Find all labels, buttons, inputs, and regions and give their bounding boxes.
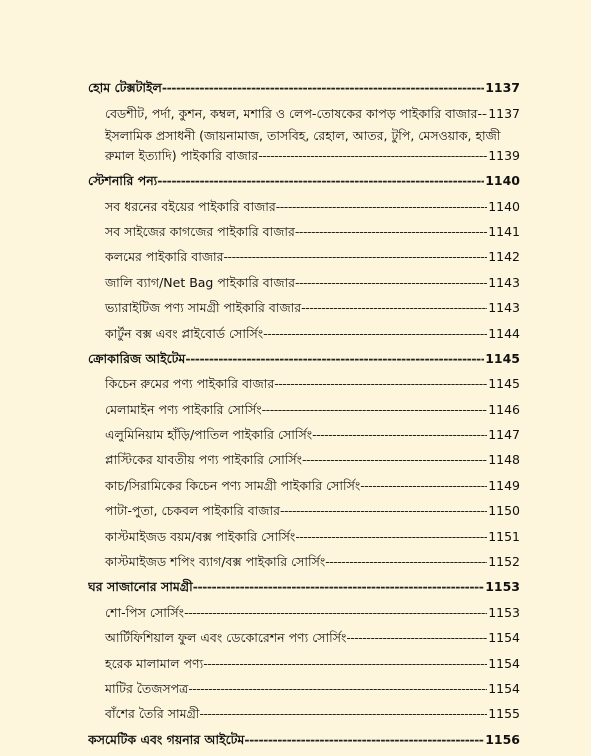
- dot-leader: [184, 606, 487, 620]
- dot-leader: [193, 580, 484, 594]
- toc-title: কার্টুন বক্স এবং প্লাইবোর্ড সোর্সিং: [105, 325, 264, 341]
- toc-title: আর্টিফিশিয়াল ফুল এবং ডেকোরেশন পণ্য সোর্সিং: [105, 630, 347, 646]
- toc-title: পাটা-পুতা, চেকবল পাইকারি বাজার: [105, 503, 280, 519]
- toc-page: 1145: [485, 350, 520, 366]
- toc-item[interactable]: [88, 594, 520, 619]
- toc-page: 1148: [488, 452, 520, 468]
- toc-page: 1143: [488, 300, 520, 316]
- toc-page: 1137: [488, 105, 520, 121]
- dot-leader: [185, 352, 484, 366]
- toc-title: মেলামাইন পণ্য পাইকারি সোর্সিং: [105, 401, 262, 417]
- dot-leader: [280, 504, 487, 518]
- toc-item[interactable]: [88, 214, 520, 239]
- toc-page: 1140: [488, 198, 520, 214]
- dot-leader: [262, 403, 488, 417]
- toc-title: প্লাস্টিকের যাবতীয় পণ্য পাইকারি সোর্সিং: [105, 452, 302, 468]
- toc-page: 1150: [488, 503, 520, 519]
- toc-title: হরেক মালামাল পণ্য: [105, 655, 204, 671]
- toc-section[interactable]: [88, 341, 520, 366]
- toc-page: 1140: [485, 173, 520, 189]
- dot-leader: [360, 479, 487, 493]
- toc-page: 1152: [488, 554, 520, 570]
- toc-title: শো-পিস সোর্সিং: [105, 604, 185, 620]
- toc-item[interactable]: [88, 518, 520, 543]
- toc-title: হোম টেক্সটাইল: [88, 80, 162, 96]
- toc-title: কিচেন রুমের পণ্য পাইকারি বাজার: [105, 376, 275, 392]
- toc-page: 1146: [488, 401, 520, 417]
- toc-page: 1155: [488, 706, 520, 722]
- toc-page: 1139: [488, 147, 520, 163]
- dot-leader: [302, 453, 487, 467]
- table-of-contents: [88, 70, 520, 747]
- toc-page: 1141: [488, 223, 520, 239]
- dot-leader: [295, 276, 487, 290]
- toc-item[interactable]: [88, 696, 520, 721]
- toc-title: মাটির তৈজসপত্র: [105, 680, 189, 696]
- toc-page: 1153: [488, 604, 520, 620]
- toc-title: জালি ব্যাগ/Net Bag পাইকারি বাজার: [105, 274, 296, 290]
- dot-leader: [244, 733, 484, 747]
- toc-page: 1145: [488, 376, 520, 392]
- dot-leader: [312, 428, 487, 442]
- toc-item[interactable]: [88, 417, 520, 442]
- toc-item-wrapped-start[interactable]: [88, 121, 520, 143]
- dot-leader: [203, 657, 487, 671]
- toc-page: 1156: [485, 731, 520, 747]
- toc-title: কাস্টমাইজড শপিং ব্যাগ/বক্স পাইকারি সোর্সিং: [105, 554, 326, 570]
- toc-item[interactable]: [88, 467, 520, 492]
- toc-item[interactable]: [88, 366, 520, 391]
- dot-leader: [162, 81, 484, 95]
- toc-item[interactable]: [88, 645, 520, 670]
- toc-item[interactable]: [88, 264, 520, 289]
- toc-page: 1153: [485, 579, 520, 595]
- toc-title: সব সাইজের কাগজের পাইকারি বাজার: [105, 223, 295, 239]
- dot-leader: [263, 327, 487, 341]
- dot-leader: [188, 682, 487, 696]
- toc-title: এলুমিনিয়াম হাঁড়ি/পাতিল পাইকারি সোর্সিং: [105, 427, 313, 443]
- toc-item[interactable]: [88, 188, 520, 213]
- dot-leader: [276, 200, 487, 214]
- toc-page: 1154: [488, 630, 520, 646]
- toc-page: 1151: [488, 528, 520, 544]
- toc-title: বাঁশের তৈরি সামগ্রী: [105, 706, 200, 722]
- toc-item[interactable]: [88, 290, 520, 315]
- dot-leader: [325, 555, 487, 569]
- dot-leader: [274, 377, 487, 391]
- dot-leader: [346, 631, 487, 645]
- dot-leader: [301, 301, 487, 315]
- toc-title: কাচ/সিরামিকের কিচেন পণ্য সামগ্রী পাইকারি সোর্সিং: [105, 477, 361, 493]
- toc-item[interactable]: [88, 493, 520, 518]
- toc-title: কসমেটিক এবং গয়নার আইটেম: [88, 731, 245, 747]
- toc-page: 1149: [488, 477, 520, 493]
- toc-item-wrapped-end[interactable]: [88, 143, 520, 163]
- toc-page: 1137: [485, 80, 520, 96]
- dot-leader: [295, 225, 487, 239]
- toc-page: 1154: [488, 680, 520, 696]
- toc-item[interactable]: [88, 544, 520, 569]
- toc-item[interactable]: [88, 442, 520, 467]
- toc-page: 1143: [488, 274, 520, 290]
- toc-page: 1144: [488, 325, 520, 341]
- dot-leader: [258, 149, 487, 163]
- toc-page: 1142: [488, 249, 520, 265]
- dot-leader: [295, 530, 487, 544]
- toc-section[interactable]: [88, 163, 520, 188]
- toc-item[interactable]: [88, 315, 520, 340]
- toc-title: কলমের পাইকারি বাজার: [105, 249, 224, 265]
- toc-page: 1154: [488, 655, 520, 671]
- toc-title: রুমাল ইত্যাদি) পাইকারি বাজার: [105, 147, 259, 163]
- toc-section[interactable]: [88, 70, 520, 95]
- toc-title: ঘর সাজানোর সামগ্রী: [88, 579, 193, 595]
- toc-title: ইসলামিক প্রসাধনী (জায়নামাজ, তাসবিহ, রেহাল, আতর, টুপি, মেসওয়াক, হাজী: [105, 127, 501, 143]
- toc-item[interactable]: [88, 391, 520, 416]
- toc-item[interactable]: [88, 620, 520, 645]
- toc-title: ভ্যারাইটিজ পণ্য সামগ্রী পাইকারি বাজার: [105, 300, 302, 316]
- toc-title: ক্রোকারিজ আইটেম: [88, 350, 186, 366]
- dot-leader: [199, 707, 487, 721]
- toc-title: স্টেশনারি পন্য: [88, 173, 158, 189]
- toc-title: সব ধরনের বইয়ের পাইকারি বাজার: [105, 198, 276, 214]
- toc-section[interactable]: [88, 721, 520, 746]
- toc-item[interactable]: [88, 95, 520, 120]
- dot-leader: [224, 250, 488, 264]
- toc-section[interactable]: [88, 569, 520, 594]
- toc-page: 1147: [488, 427, 520, 443]
- toc-item[interactable]: [88, 671, 520, 696]
- toc-title: বেডশীট, পর্দা, কুশন, কম্বল, মশারি ও লেপ-তোষকের কাপড় পাইকারি বাজার-: [105, 105, 482, 121]
- toc-item[interactable]: [88, 239, 520, 264]
- toc-title: কাস্টমাইজড বয়ম/বক্স পাইকারি সোর্সিং: [105, 528, 296, 544]
- dot-leader: [157, 174, 484, 188]
